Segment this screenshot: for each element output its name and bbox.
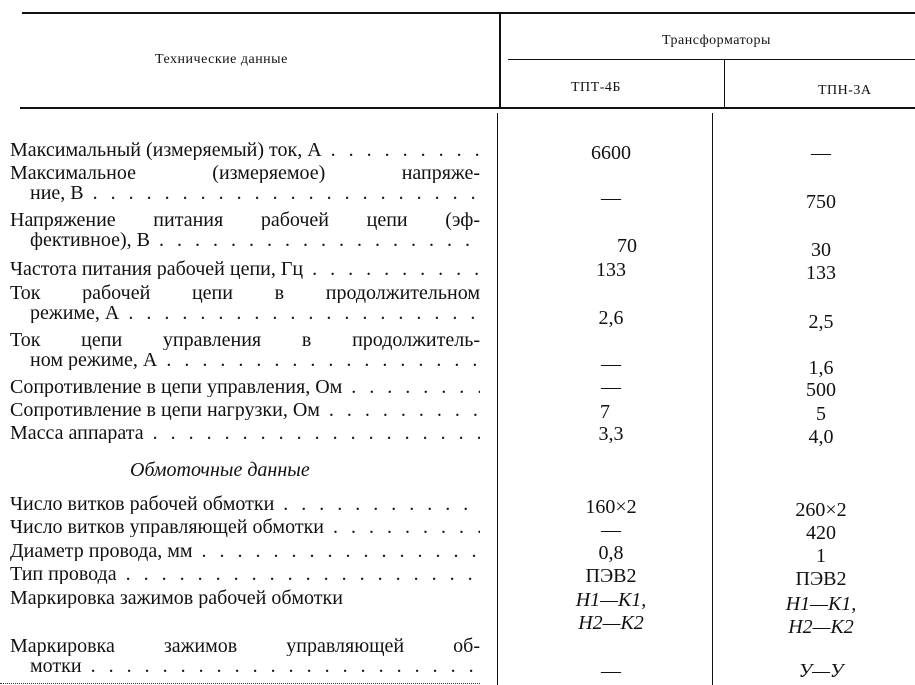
cell-tpn3a: 260×2	[795, 499, 847, 521]
subheader-divider	[724, 60, 725, 109]
section-title: Обмоточные данные	[130, 459, 310, 481]
cell-tpn3a: 2,5	[808, 311, 834, 333]
row-label: Сопротивление в цепи нагрузки, Ом . . .	[10, 400, 480, 420]
cell-tpt4b: 133	[596, 259, 626, 281]
cell-tpt4b: 7	[600, 401, 610, 423]
cell-tpt4b: —	[601, 376, 621, 398]
row-label: Маркировка зажимов рабочей обмотки	[10, 588, 343, 608]
column-header-params: Технические данные	[155, 52, 288, 67]
cell-tpt4b: ПЭВ2	[585, 565, 637, 587]
cell-tpt4b: 3,3	[598, 423, 624, 445]
row-label: Сопротивление в цепи управления, Ом . . .	[10, 377, 480, 397]
header-bottom-rule	[20, 107, 915, 109]
cell-tpn3a: 133	[806, 262, 836, 284]
column-header-group: Трансформаторы	[662, 33, 771, 48]
cell-tpt4b: —	[601, 519, 621, 541]
cell-tpt4b: —	[601, 353, 621, 375]
cell-tpn3a: У—У	[798, 660, 844, 682]
cell-tpt4b: 6600	[591, 142, 631, 164]
row-label: Тип провода . . .	[10, 564, 480, 584]
row-label: Число витков рабочей обмотки . . .	[10, 494, 480, 514]
cell-tpn3a: 1,6	[808, 357, 834, 379]
row-label: Максимальный (измеряемый) ток, А . . .	[10, 140, 480, 160]
row-label: Маркировка зажимов управляющей об- мотки . . .	[10, 636, 480, 676]
top-rule	[22, 12, 915, 14]
cell-tpn3a: ПЭВ2	[795, 568, 847, 590]
cell-tpt4b: 0,8	[598, 542, 624, 564]
cell-tpn3a: 420	[806, 522, 836, 544]
row-label: Частота питания рабочей цепи, Гц . . .	[10, 259, 480, 279]
column-header-tpt4b: ТПТ-4Б	[571, 80, 621, 95]
cell-tpt4b: 70	[617, 235, 637, 257]
cell-tpt4b: Н2—К2	[578, 612, 644, 634]
body-divider-left	[497, 113, 498, 685]
cell-tpn3a: Н1—К1,	[785, 593, 857, 615]
cell-tpn3a: 1	[816, 545, 826, 567]
cell-tpt4b: —	[601, 187, 621, 209]
column-header-tpn3a: ТПН-3А	[818, 83, 872, 98]
cell-tpn3a: 750	[806, 191, 836, 213]
cell-tpt4b: —	[601, 660, 621, 682]
row-label: Масса аппарата . . .	[10, 423, 480, 443]
row-label: Напряжение питания рабочей цепи (эф- фективное), В . . .	[10, 210, 480, 250]
row-label: Ток рабочей цепи в продолжительном режиме, А . . .	[10, 283, 480, 323]
cell-tpt4b: Н1—К1,	[575, 589, 647, 611]
header-divider	[499, 14, 501, 109]
cell-tpn3a: 30	[811, 239, 831, 261]
cell-tpn3a: 4,0	[808, 426, 834, 448]
cell-tpt4b: 2,6	[598, 307, 624, 329]
group-underline	[508, 59, 915, 60]
row-label: Максимальное (измеряемое) напряже- ние, В . . .	[10, 163, 480, 203]
cell-tpt4b: 160×2	[585, 496, 637, 518]
cell-tpn3a: 5	[816, 403, 826, 425]
cell-tpn3a: Н2—К2	[788, 616, 854, 638]
row-label: Диаметр провода, мм . . .	[10, 541, 480, 561]
cell-tpn3a: 500	[806, 379, 836, 401]
row-label: Ток цепи управления в продолжитель- ном режиме, А . . .	[10, 330, 480, 370]
cell-tpn3a: —	[811, 142, 831, 164]
row-label: Число витков управляющей обмотки . . .	[10, 517, 480, 537]
bottom-rule	[0, 683, 480, 684]
